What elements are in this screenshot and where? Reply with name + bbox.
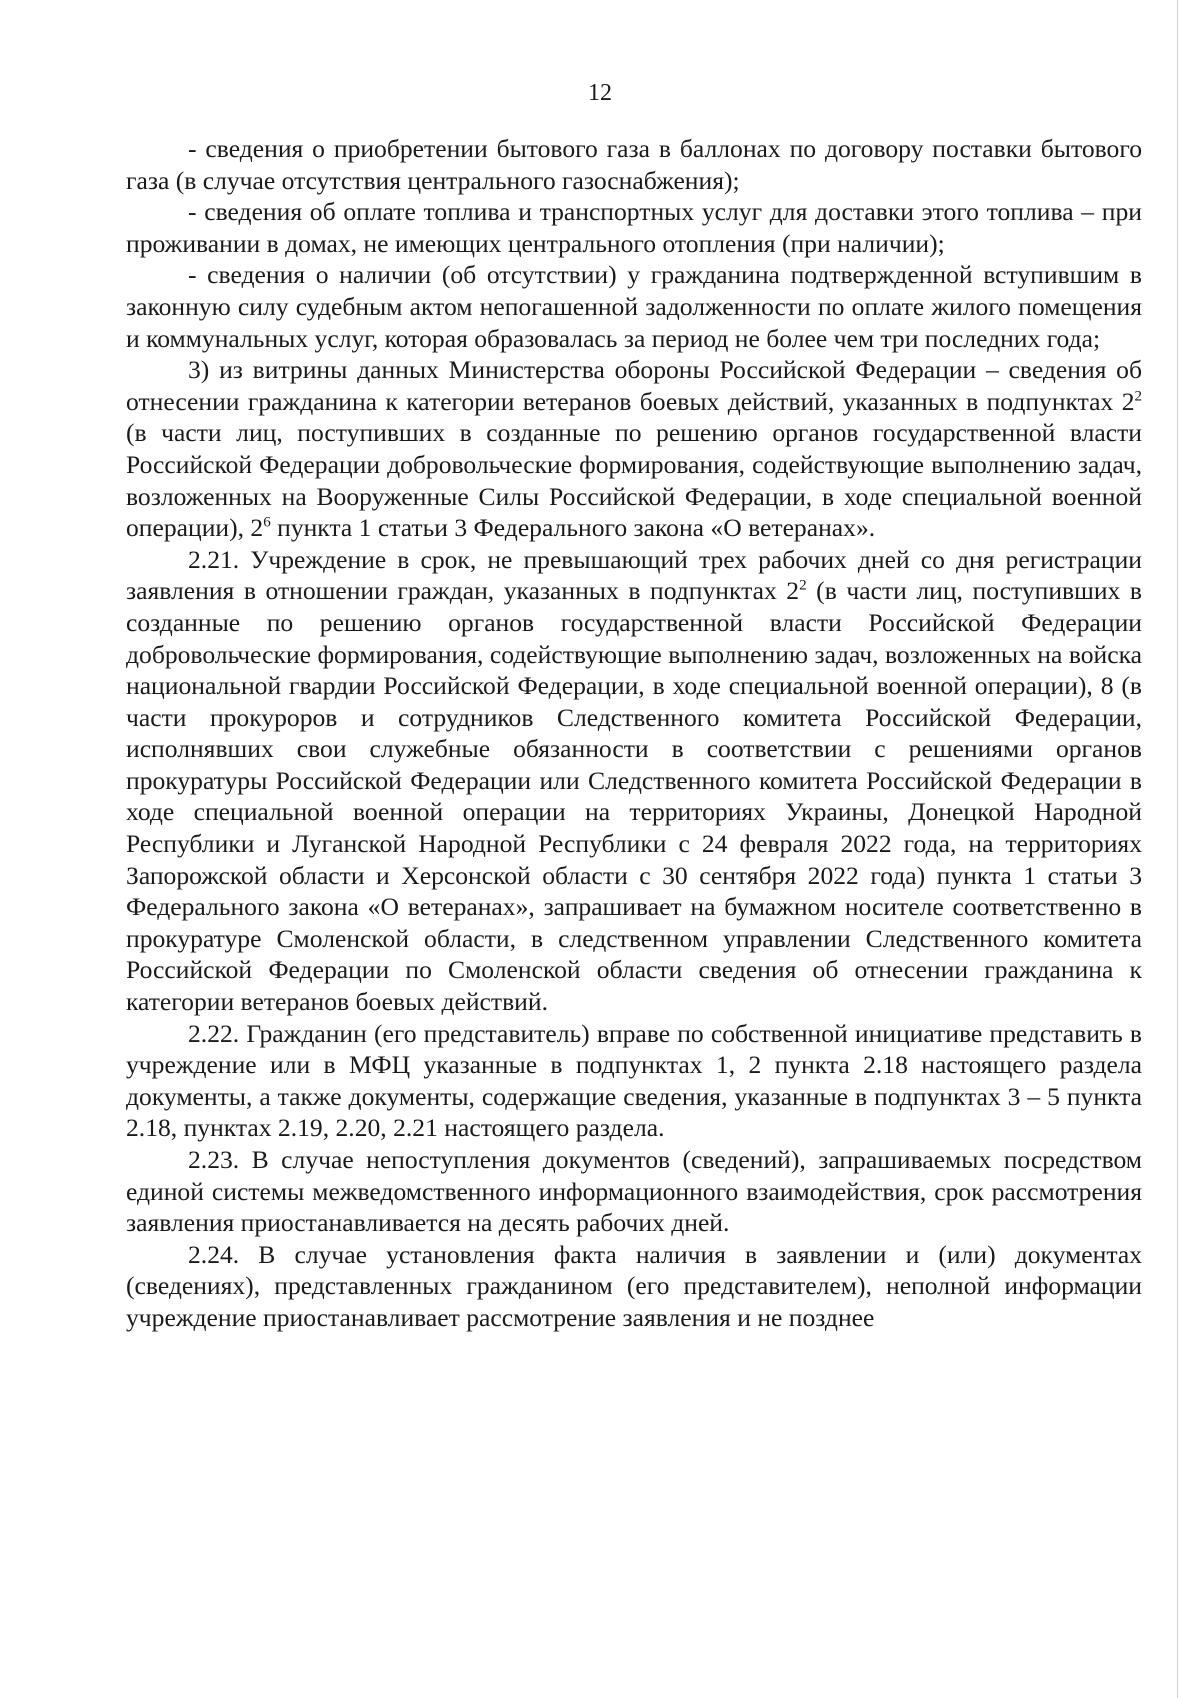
paragraph-gas-cylinders: - сведения о приобретении бытового газа в баллонах по договору поставки бытового газа (в случае отсутствия центрального газоснабжения); xyxy=(126,134,1142,195)
paragraph-text: (в части лиц, поступивших в созданные по решению органов государственной власти Российской Федерации добровольческие формирования, содействующие выполнению задач, возложенных на войска национальной гвардии Российской Федерации, в ходе специальной военной операции), 8 (в части прокуроров и сотрудников Следственного комитета Российской Федерации, исполнявших свои служебные обязанности в соответствии с решениями органов прокуратуры Российской Федерации или Следственного комитета Российской Федерации в ходе специальной военной операции на территориях Украины, Донецкой Народной Республики и Луганской Народной Республики с 24 февраля 2022 года, на территориях Запорожской области и Херсонской области с 30 сентября 2022 года) пункта 1 статьи 3 Федерального закона «О ветеранах», запрашивает на бумажном носителе соответственно в прокуратуре Смоленской области, в следственном управлении Следственного комитета Российской Федерации по Смоленской области сведения об отнесении гражданина к категории ветеранов боевых действий. xyxy=(126,576,1142,1017)
page-edge-line xyxy=(1177,0,1178,1698)
paragraph-2-22: 2.22. Гражданин (его представитель) вправе по собственной инициативе представить в учреждение или в МФЦ указанные в подпунктах 1, 2 пункта 2.18 настоящего раздела документы, а также документы, содержащие сведения, указанные в подпунктах 3 – 5 пункта 2.18, пунктах 2.19, 2.20, 2.21 настоящего раздела. xyxy=(126,1018,1142,1143)
superscript: 2 xyxy=(1134,388,1142,405)
paragraph-debt-info: - сведения о наличии (об отсутствии) у гражданина подтвержденной вступившим в законную силу судебным актом непогашенной задолженности по оплате жилого помещения и коммунальных услуг, которая образовалась за период не более чем три последних года; xyxy=(126,260,1142,353)
paragraph-text: (в части лиц, поступивших в созданные по решению органов государственной власти Российской Федерации добровольческие формирования, содействующие выполнению задач, возложенных на Вооруженные Силы Российской Федерации, в ходе специальной военной операции), 2 xyxy=(126,418,1142,543)
paragraph-text: 2.21. Учреждение в срок, не превышающий трех рабочих дней со дня регистрации заявления в отношении граждан, указанных в подпунктах 2 xyxy=(126,544,1142,606)
paragraph-2-24: 2.24. В случае установления факта наличия в заявлении и (или) документах (сведениях), представленных гражданином (его представителем), неполной информации учреждение приостанавливает рассмотрение заявления и не позднее xyxy=(126,1239,1142,1332)
paragraph-2-21 xyxy=(126,544,1142,1018)
paragraph-fuel-payment: - сведения об оплате топлива и транспортных услуг для доставки этого топлива – при проживании в домах, не имеющих центрального отопления (при наличии); xyxy=(126,197,1142,258)
paragraph-text: 3) из витрины данных Министерства обороны Российской Федерации – сведения об отнесении гражданина к категории ветеранов боевых действий, указанных в подпунктах 2 xyxy=(126,355,1142,416)
paragraph-defense-ministry xyxy=(126,354,1142,544)
paragraph-text: пункта 1 статьи 3 Федерального закона «О ветеранах». xyxy=(270,513,876,543)
document-body xyxy=(126,133,1142,1334)
paragraph-2-23: 2.23. В случае непоступления документов (сведений), запрашиваемых посредством единой системы межведомственного информационного взаимодействия, срок рассмотрения заявления приостанавливается на десять рабочих дней. xyxy=(126,1145,1142,1238)
superscript: 2 xyxy=(799,577,807,594)
superscript: 6 xyxy=(263,514,271,531)
page-number: 12 xyxy=(588,80,612,106)
